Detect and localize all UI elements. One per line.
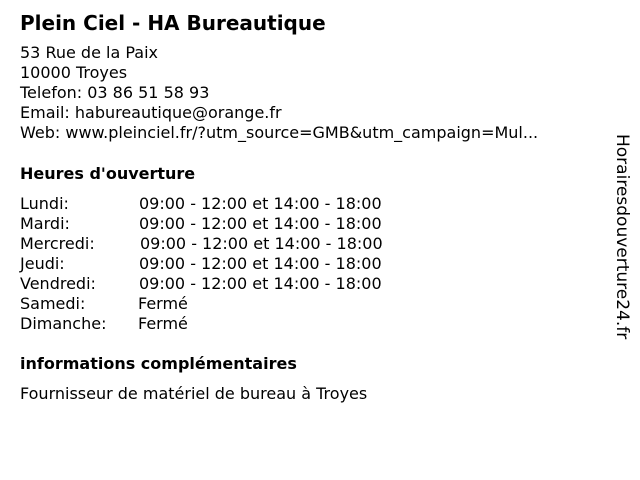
- day-label: Dimanche:: [20, 314, 107, 333]
- hours-table: [20, 194, 440, 334]
- street-address: 53 Rue de la Paix: [20, 43, 158, 62]
- phone-number: Telefon: 03 86 51 58 93: [20, 83, 210, 102]
- day-hours: Fermé: [138, 314, 188, 333]
- hours-row-mercredi: [20, 234, 440, 254]
- city-address: 10000 Troyes: [20, 63, 128, 82]
- email-address: Email: habureautique@orange.fr: [20, 103, 282, 122]
- hours-row-dimanche: [20, 314, 440, 334]
- day-label: Samedi:: [20, 294, 86, 313]
- day-hours: 09:00 - 12:00 et 14:00 - 18:00: [139, 214, 382, 233]
- day-label: Mercredi:: [20, 234, 95, 253]
- hours-row-vendredi: [20, 274, 440, 294]
- hours-heading: Heures d'ouverture: [20, 164, 196, 183]
- contact-block: [20, 43, 538, 143]
- info-heading: informations complémentaires: [20, 354, 297, 373]
- website-link[interactable]: Web: www.pleinciel.fr/?utm_source=GMB&utm_campaign=Mul...: [20, 123, 539, 142]
- day-label: Mardi:: [20, 214, 70, 233]
- info-description: Fournisseur de matériel de bureau à Troyes: [20, 384, 368, 403]
- day-hours: 09:00 - 12:00 et 14:00 - 18:00: [139, 194, 382, 213]
- day-hours: Fermé: [138, 294, 188, 313]
- watermark-text: Horairesdouverture24.fr: [612, 134, 632, 340]
- day-label: Vendredi:: [20, 274, 96, 293]
- hours-row-lundi: [20, 194, 440, 214]
- day-hours: 09:00 - 12:00 et 14:00 - 18:00: [139, 274, 382, 293]
- hours-row-jeudi: [20, 254, 440, 274]
- day-hours: 09:00 - 12:00 et 14:00 - 18:00: [139, 254, 382, 273]
- hours-row-samedi: [20, 294, 440, 314]
- day-label: Jeudi:: [20, 254, 65, 273]
- hours-row-mardi: [20, 214, 440, 234]
- day-hours: 09:00 - 12:00 et 14:00 - 18:00: [140, 234, 383, 253]
- business-name: Plein Ciel - HA Bureautique: [20, 11, 326, 35]
- day-label: Lundi:: [20, 194, 69, 213]
